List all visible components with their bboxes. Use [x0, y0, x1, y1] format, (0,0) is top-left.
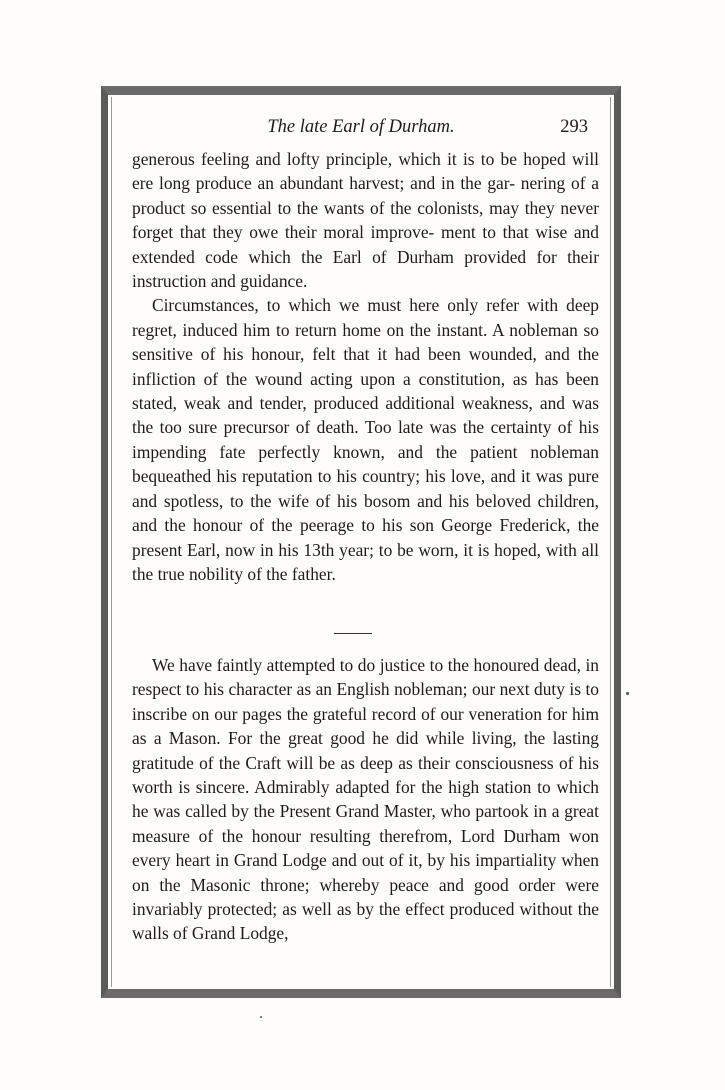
- section-2: [132, 653, 599, 946]
- section-1: [132, 147, 599, 586]
- section-1-paragraph-1: generous feeling and lofty principle, which it is to be hoped will ere long produce an abundant harvest; and in the gar- nering of a product so essential to the wants of the colonists, may they never forget that they owe their moral improve- ment to that wise and extended code which the Earl of Durham provided for their instruction and guidance.: [132, 149, 599, 292]
- margin-speck: [260, 1016, 262, 1018]
- section-separator: [334, 633, 372, 634]
- running-head: [132, 117, 590, 141]
- page-number: 293: [560, 117, 588, 137]
- margin-speck: [626, 692, 629, 695]
- section-2-paragraph-1: We have faintly attempted to do justice to the honoured dead, in respect to his character as an English nobleman; our next duty is to inscribe on our pages the grateful record of our veneration for him as a Mason. For the great good he did while living, the lasting gratitude of the Craft will be as deep as their consciousness of his worth is sincere. Admirably adapted for the high station to which he was called by the Present Grand Master, who partook in a great measure of the honour resulting therefrom, Lord Durham won every heart in Grand Lodge and out of it, by his impartiality when on the Masonic throne; whereby peace and good order were invariably protected; as well as by the effect produced without the walls of Grand Lodge,: [132, 655, 599, 944]
- running-title: The late Earl of Durham.: [267, 117, 455, 137]
- page-frame: [101, 86, 621, 998]
- section-1-paragraph-2: Circumstances, to which we must here only refer with deep regret, induced him to return home on the instant. A nobleman so sensitive of his honour, felt that it had been wounded, and the infliction of the wound acting upon a constitution, as has been stated, weak and tender, produced additional weakness, and was the too sure precursor of death. Too late was the certainty of his impending fate perfectly known, and the patient nobleman bequeathed his reputation to his country; his love, and it was pure and spotless, to the wife of his bosom and his beloved children, and the honour of the peerage to his son George Frederick, the present Earl, now in his 13th year; to be worn, it is hoped, with all the true nobility of the father.: [132, 295, 599, 584]
